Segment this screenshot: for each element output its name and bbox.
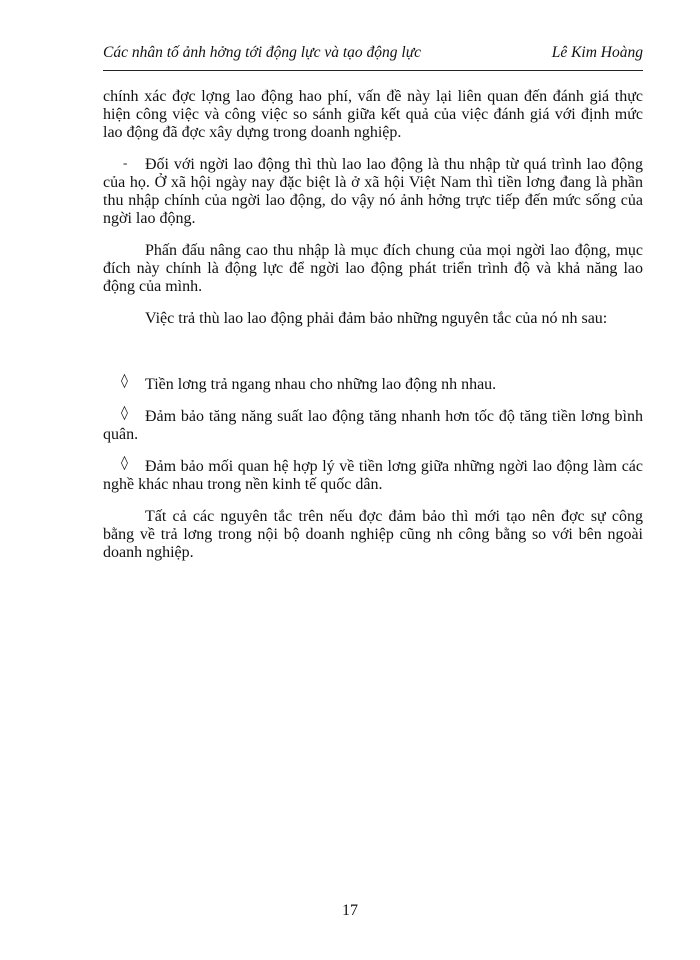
diamond-icon: ◊ [121,373,128,389]
bullet-text: Tiền lơng trả ngang nhau cho những lao động nh nhau. [145,376,497,393]
paragraph-1: chính xác đợc lợng lao động hao phí, vấn đề này lại liên quan đến đánh giá thực hiện công việc và công việc so sánh giữa kết quả của việc đánh giá với định mức lao động đã đợc xây dựng trong doanh nghiệp. [103,88,643,141]
spacer [103,342,643,376]
header-rule [103,70,643,71]
header-title: Các nhân tố ảnh hởng tới động lực và tạo động lực [103,44,422,61]
paragraph-4: Việc trả thù lao lao động phải đảm bảo những nguyên tắc của nó nh sau: [145,310,608,327]
page-number: 17 [342,902,358,919]
closing-paragraph: Tất cả các nguyên tắc trên nếu đợc đảm bảo thì mới tạo nên đợc sự công bằng về trả lơng trong nội bộ doanh nghiệp cũng nh công bằng so với bên ngoài doanh nghiệp. [103,508,643,561]
bullet-item-2 [103,405,643,444]
dash-marker: - [123,155,128,170]
paragraph-2-text: Đối với ngời lao động thì thù lao lao động là thu nhập từ quá trình lao động của họ. Ở xã hội ngày nay đặc biệt là ở xã hội Việt Nam thì tiền lơng đang là phần thu nhập chính của ngời lao động, do vậy nó ảnh hởng trực tiếp đến mức sống của ngời lao động. [103,156,643,227]
bullet-text: Đảm bảo mối quan hệ hợp lý về tiền lơng giữa những ngời lao động làm các nghề khác nhau trong nền kinh tế quốc dân. [103,458,643,493]
paragraph-3: Phấn đấu nâng cao thu nhập là mục đích chung của mọi ngời lao động, mục đích này chính là động lực để ngời lao động phát triển trình độ và khả năng lao động của mình. [103,242,643,295]
bullet-item-3 [103,455,643,494]
bullet-text: Đảm bảo tăng năng suất lao động tăng nhanh hơn tốc độ tăng tiền lơng bình quân. [103,408,643,443]
bullet-item-1 [103,373,643,394]
header-author: Lê Kim Hoàng [551,44,643,61]
diamond-icon: ◊ [121,405,128,421]
document-body [103,88,643,576]
diamond-icon: ◊ [121,455,128,471]
paragraph-2 [103,156,643,228]
